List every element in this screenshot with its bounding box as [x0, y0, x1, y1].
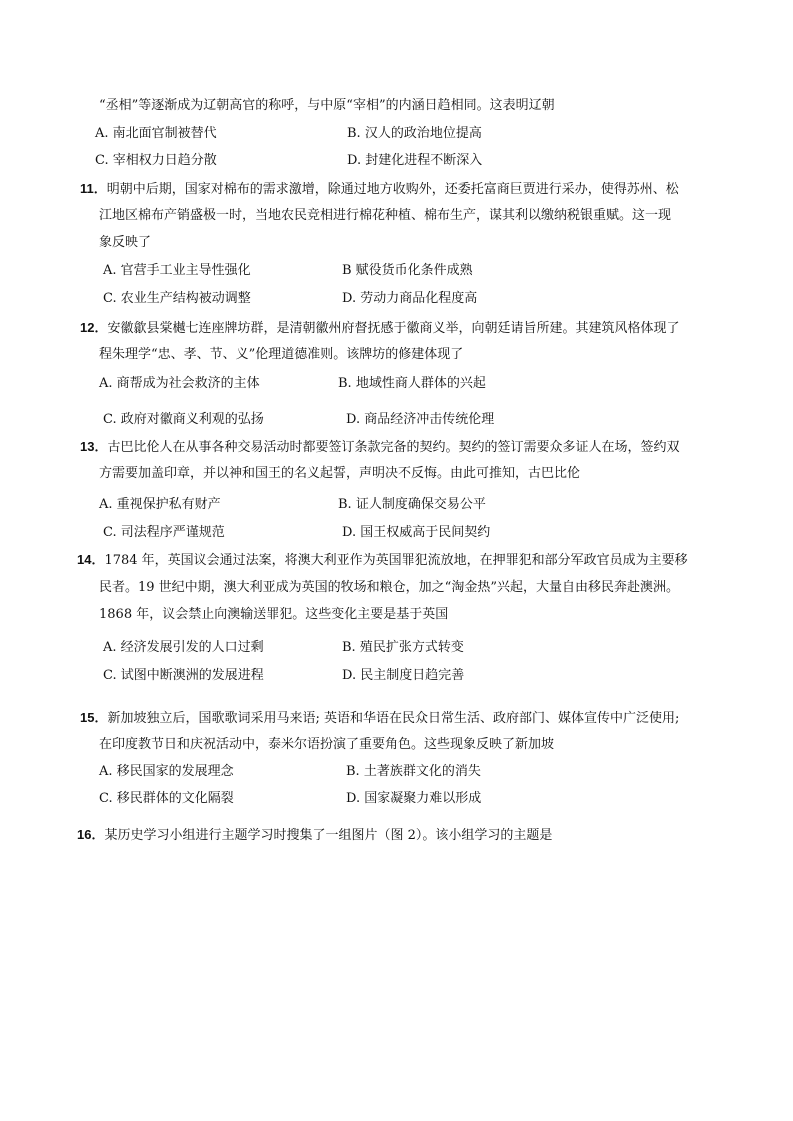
question-15-line-2: 在印度教节日和庆祝活动中，泰米尔语扮演了重要角色。这些现象反映了新加坡	[99, 737, 555, 752]
question-11-line-2: 江地区棉布产销盛极一时，当地农民竞相进行棉花种植、棉布生产，谋其利以缴纳税银重赋。这一现	[99, 208, 672, 223]
question-12-line-1	[80, 319, 679, 337]
question-14-option-c: C. 试图中断澳洲的发展进程	[103, 668, 264, 683]
question-11-option-c: C. 农业生产结构被动调整	[103, 291, 251, 306]
question-15-option-c: C. 移民群体的文化隔裂	[99, 791, 234, 806]
question-11-text-1: 明朝中后期，国家对棉布的需求激增，除通过地方收购外，还委托富商巨贾进行采办，使得苏州、松	[106, 182, 679, 197]
question-15-text-1: 新加坡独立后，国歌歌词采用马来语; 英语和华语在民众日常生活、政府部门、媒体宣传中广泛使用;	[107, 711, 680, 726]
question-10-option-b: B. 汉人的政治地位提高	[347, 126, 482, 141]
question-14-line-3: 1868 年，议会禁止向澳输送罪犯。这些变化主要是基于英国	[99, 607, 449, 622]
question-14-option-b: B. 殖民扩张方式转变	[342, 640, 464, 655]
question-14-number: 14．	[77, 552, 105, 567]
question-14-option-d: D. 民主制度日趋完善	[342, 668, 465, 683]
question-12-option-c: C. 政府对徽商义利观的弘扬	[103, 412, 264, 427]
question-12-line-2: 程朱理学“忠、孝、节、义”伦理道德准则。该牌坊的修建体现了	[99, 347, 464, 362]
question-15-option-b: B. 土著族群文化的消失	[346, 764, 481, 779]
question-13-line-2: 方需要加盖印章，并以神和国王的名义起誓，声明决不反悔。由此可推知，古巴比伦	[99, 466, 581, 481]
question-10-option-d: D. 封建化进程不断深入	[347, 153, 483, 168]
question-13-option-b: B. 证人制度确保交易公平	[338, 497, 486, 512]
question-10-line-1: “丞相”等逐渐成为辽朝高官的称呼，与中原“宰相”的内涵日趋相同。这表明辽朝	[99, 98, 555, 113]
question-10-option-a: A. 南北面官制被替代	[95, 126, 217, 141]
question-13-option-c: C. 司法程序严谨规范	[103, 525, 225, 540]
question-13-line-1	[80, 438, 679, 456]
question-14-line-2: 民者。19 世纪中期，澳大利亚成为英国的牧场和粮仓，加之“淘金热”兴起，大量自由移民奔赴澳洲。	[99, 580, 679, 595]
question-11-option-b: B 赋役货币化条件成熟	[342, 263, 473, 278]
question-14-text-1: 1784 年，英国议会通过法案，将澳大利亚作为英国罪犯流放地，在押罪犯和部分军政官员成为主要移	[104, 553, 688, 568]
question-13-option-d: D. 国王权威高于民间契约	[342, 525, 491, 540]
question-14-line-1	[77, 551, 688, 569]
question-12-option-d: D. 商品经济冲击传统伦理	[346, 412, 495, 427]
question-14-option-a: A. 经济发展引发的人口过剩	[103, 640, 264, 655]
question-16-line-1	[77, 826, 552, 844]
question-16-number: 16．	[77, 827, 105, 842]
question-11-number: 11．	[80, 181, 107, 196]
question-11-option-d: D. 劳动力商品化程度高	[342, 291, 478, 306]
question-15-line-1	[80, 709, 679, 727]
question-13-number: 13．	[80, 439, 108, 454]
question-13-option-a: A. 重视保护私有财产	[99, 497, 221, 512]
question-15-option-a: A. 移民国家的发展理念	[99, 764, 234, 779]
question-11-line-1	[80, 180, 679, 198]
question-12-option-b: B. 地域性商人群体的兴起	[338, 376, 486, 391]
question-11-option-a: A. 官营手工业主导性强化	[103, 263, 251, 278]
question-12-number: 12．	[80, 320, 108, 335]
question-12-option-a: A. 商帮成为社会救济的主体	[99, 376, 260, 391]
question-12-text-1: 安徽歙县棠樾七连座牌坊群，是清朝徽州府督抚感于徽商义举，向朝廷请旨所建。其建筑风格体现了	[107, 321, 680, 336]
question-15-number: 15．	[80, 710, 108, 725]
question-10-option-c: C. 宰相权力日趋分散	[95, 153, 217, 168]
question-11-line-3: 象反映了	[99, 235, 152, 250]
question-13-text-1: 古巴比伦人在从事各种交易活动时都要签订条款完备的契约。契约的签订需要众多证人在场，签约双	[107, 440, 680, 455]
question-15-option-d: D. 国家凝聚力难以形成	[346, 791, 482, 806]
question-16-text-1: 某历史学习小组进行主题学习时搜集了一组图片（图 2）。该小组学习的主题是	[104, 828, 553, 843]
